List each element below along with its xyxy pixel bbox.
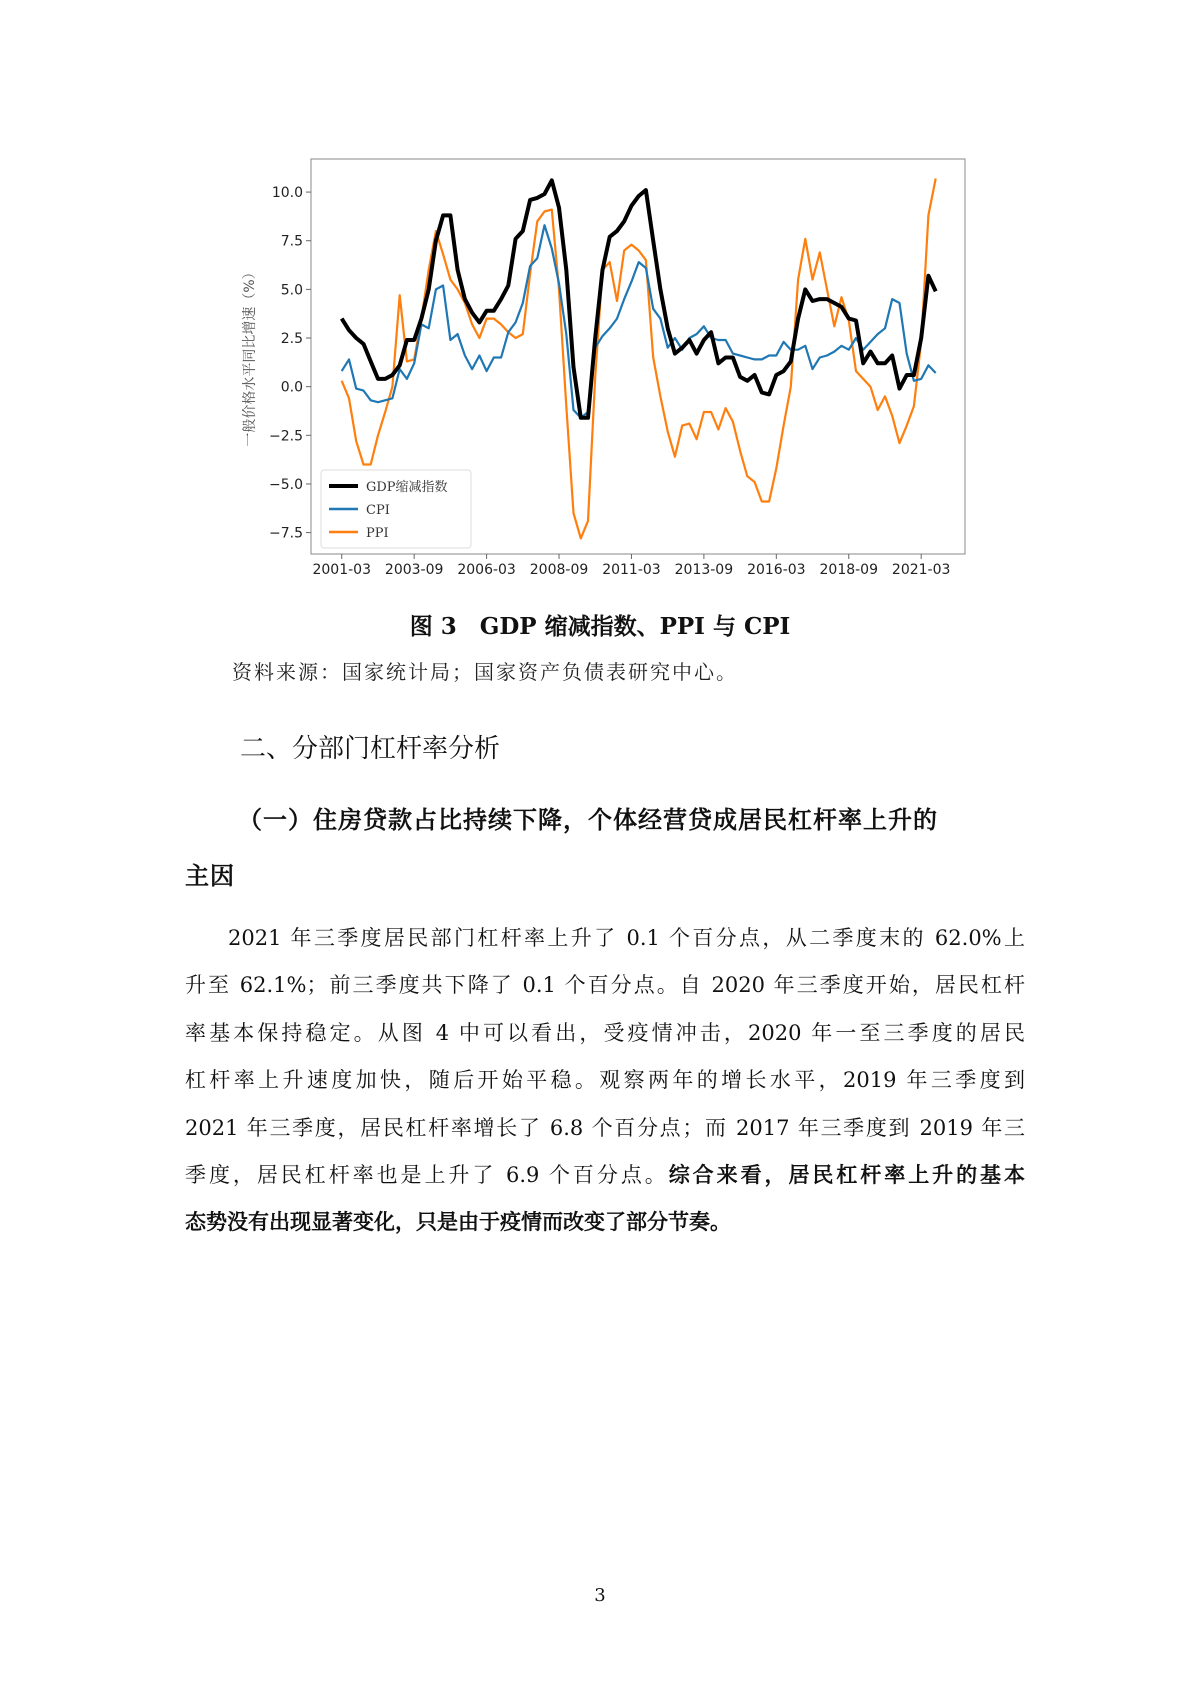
y-tick-label: 0.0 (280, 379, 303, 396)
figure-caption: 图 3 GDP 缩减指数、PPI 与 CPI (409, 613, 791, 640)
paragraph-line: 率基本保持稳定。从图 4 中可以看出，受疫情冲击，2020 年一至三季度的居民 (185, 1021, 1025, 1045)
y-tick-label: 7.5 (280, 233, 303, 250)
x-tick-label: 2016-03 (747, 562, 806, 578)
section-heading: 二、分部门杠杆率分析 (240, 734, 501, 764)
x-tick-label: 2018-09 (819, 562, 879, 578)
subheading-line-1: （一）住房贷款占比持续下降，个体经营贷成居民杠杆率上升的 (238, 805, 938, 834)
y-tick-label: 5.0 (280, 282, 303, 299)
y-axis-title: 一般价格水平同比增速（%） (242, 265, 258, 447)
x-tick-label: 2021-03 (891, 562, 951, 578)
paragraph-bold-text: 综合来看，居民杠杆率上升的基本 (668, 1162, 1025, 1187)
legend-label: PPI (366, 526, 389, 541)
paragraph-bold-line: 态势没有出现显著变化，只是由于疫情而改变了部分节奏。 (185, 1209, 731, 1234)
legend (321, 470, 471, 548)
y-tick-label: −2.5 (269, 428, 303, 445)
page-number: 3 (594, 1585, 606, 1606)
legend-label: CPI (366, 503, 390, 518)
x-tick-label: 2011-03 (602, 562, 661, 578)
x-tick-label: 2001-03 (312, 562, 371, 578)
x-tick-label: 2008-09 (529, 562, 589, 578)
paragraph-line (185, 1159, 1025, 1189)
subheading-line-2: 主因 (185, 861, 235, 890)
y-tick-label: 2.5 (280, 331, 303, 348)
paragraph-line: 2021 年三季度，居民杠杆率增长了 6.8 个百分点；而 2017 年三季度到 2019 年三 (185, 1116, 1025, 1140)
line-chart (0, 0, 1200, 600)
paragraph-line: 2021 年三季度居民部门杠杆率上升了 0.1 个百分点，从二季度末的 62.0%上 (228, 926, 1025, 950)
x-tick-label: 2006-03 (457, 562, 516, 578)
y-tick-label: 10.0 (271, 185, 303, 202)
y-tick-label: −7.5 (269, 525, 303, 542)
paragraph-line: 杠杆率上升速度加快，随后开始平稳。观察两年的增长水平，2019 年三季度到 (185, 1068, 1025, 1092)
x-tick-label: 2003-09 (384, 562, 444, 578)
source-note: 资料来源：国家统计局；国家资产负债表研究中心。 (232, 660, 738, 684)
x-tick-label: 2013-09 (674, 562, 734, 578)
paragraph-line: 升至 62.1%；前三季度共下降了 0.1 个百分点。自 2020 年三季度开始，居民杠杆 (185, 973, 1025, 997)
paragraph-text: 季度，居民杠杆率也是上升了 6.9 个百分点。 (185, 1163, 669, 1187)
legend-label: GDP缩减指数 (366, 480, 448, 495)
y-tick-label: −5.0 (269, 476, 303, 493)
